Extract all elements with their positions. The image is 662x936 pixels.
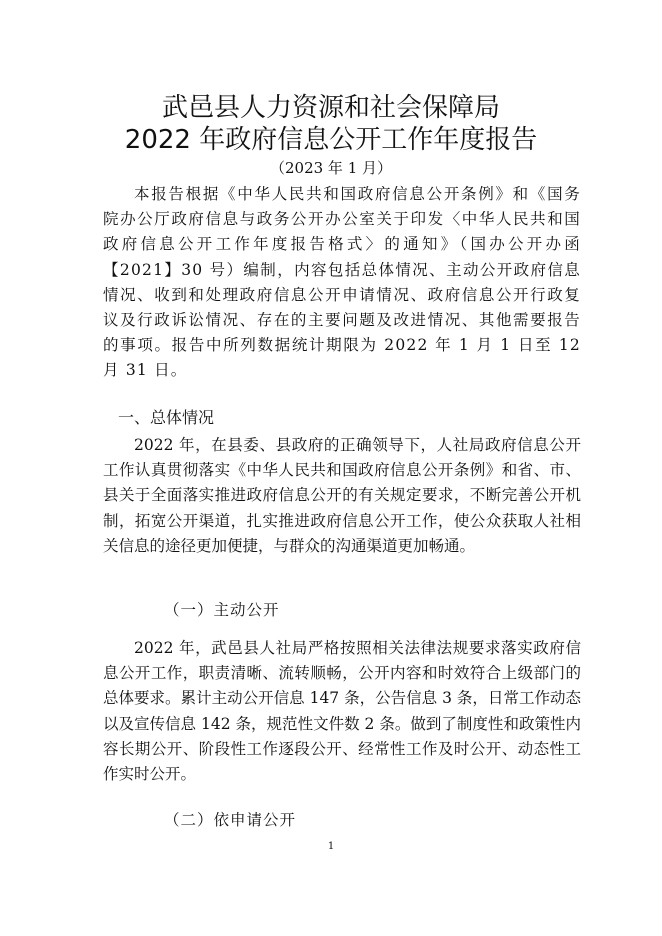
active-disclosure-paragraph: 2022 年，武邑县人社局严格按照相关法律法规要求落实政府信息公开工作，职责清晰、流转顺畅，公开内容和时效符合上级部门的总体要求。累计主动公开信息 147 条，公告信息 3 条，日常工作动态以及宣传信息 142 条，规范性文件数 2 条。做到了制度性和政策性内容长期公开、阶段性工作逐段公开、经常性工作及时公开、动态性工作实时公开。 [103,639,581,784]
report-date: （2023 年 1 月） [269,159,393,177]
document-title-line1: 武邑县人力资源和社会保障局 [161,93,500,123]
overall-paragraph: 2022 年，在县委、县政府的正确领导下，人社局政府信息公开工作认真贯彻落实《中华人民共和国政府信息公开条例》和省、市、县关于全面落实推进政府信息公开的有关规定要求，不断完善公开机制，拓宽公开渠道，扎实推进政府信息公开工作，使公众获取人社相关信息的途径更加便捷，与群众的沟通渠道更加畅通。 [103,436,581,555]
section-heading-overall: 一、总体情况 [118,408,215,427]
document-title-line2: 2022 年政府信息公开工作年度报告 [124,125,538,155]
page-number: 1 [327,841,335,852]
subsection-heading-active-disclosure: （一）主动公开 [164,601,280,619]
intro-paragraph: 本报告根据《中华人民共和国政府信息公开条例》和《国务院办公厅政府信息与政务公开办公室关于印发〈中华人民共和国政府信息公开工作年度报告格式〉的通知》（国办公开办函【2021】30 号）编制，内容包括总体情况、主动公开政府信息情况、收到和处理政府信息公开申请情况、政府信息公开行政复议及行政诉讼情况、存在的主要问题及改进情况、其他需要报告的事项。报告中所列数据统计期限为 2022 年 1 月 1 日至 12 月 31 日。 [103,185,581,380]
subsection-heading-request-disclosure: （二）依申请公开 [164,811,297,829]
